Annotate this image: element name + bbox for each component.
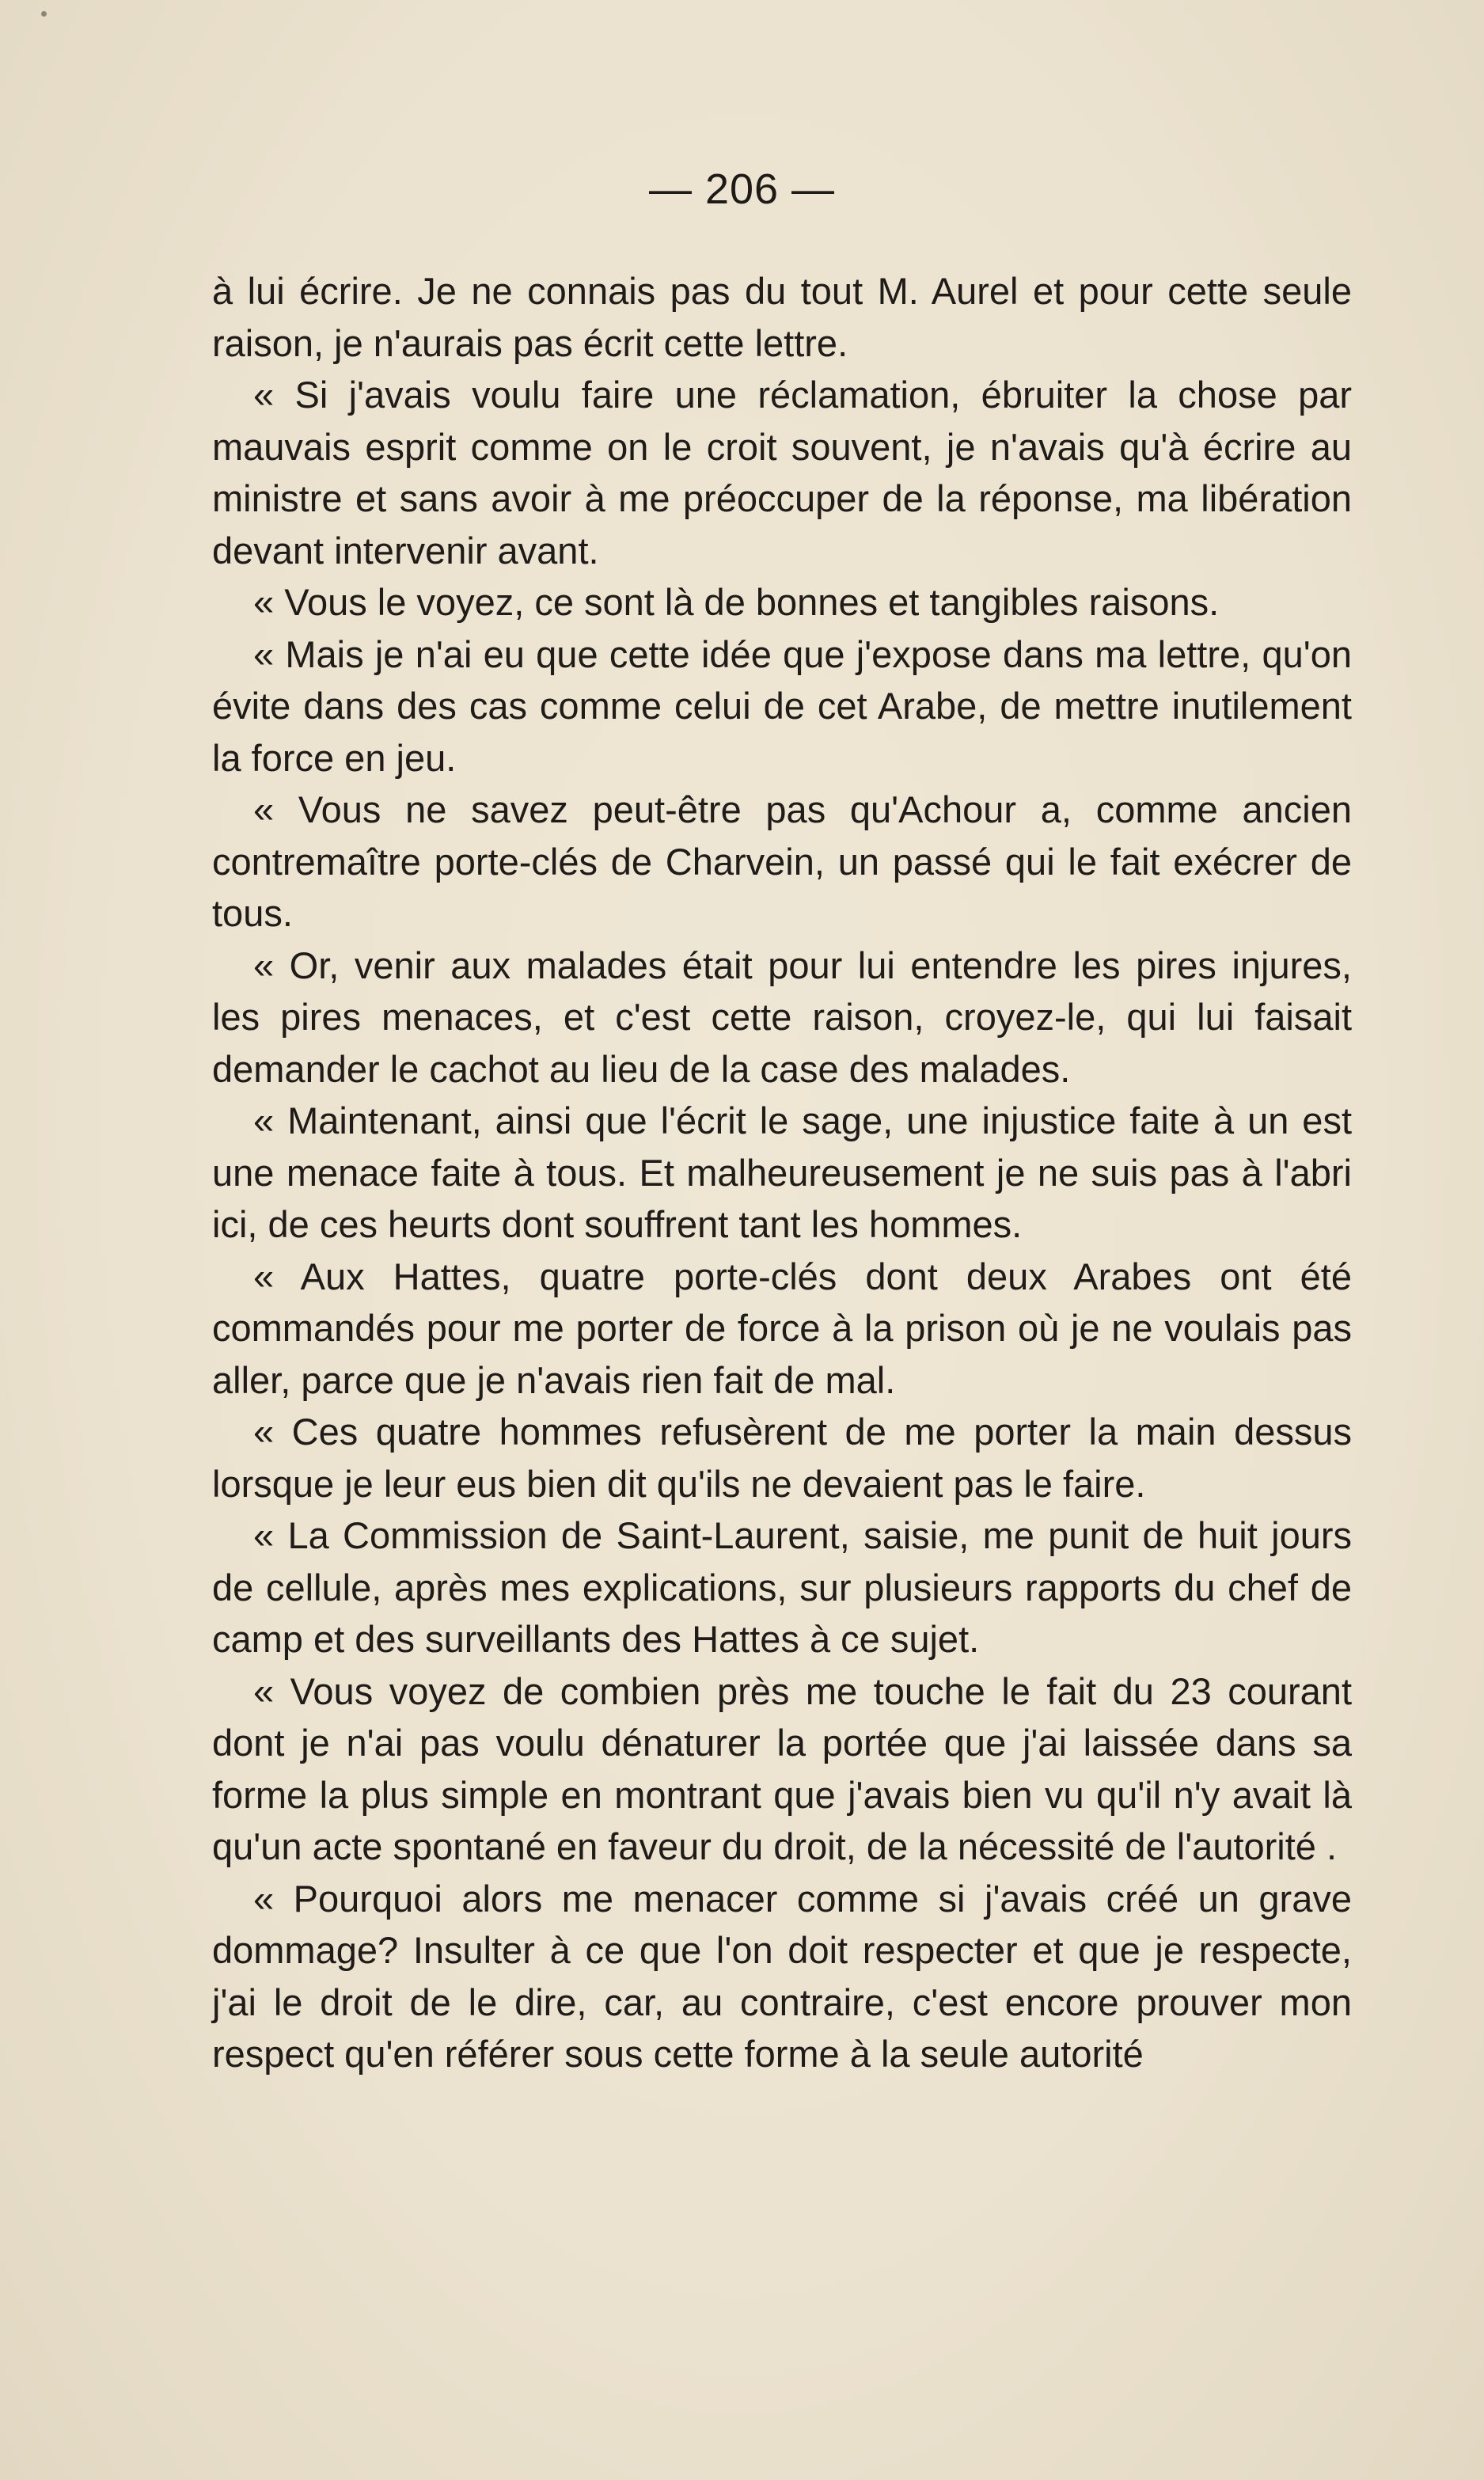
paragraph-8: « Aux Hattes, quatre porte-clés dont deux Arabes ont été commandés pour me porter de force à la prison où je ne voulais pas aller, parce que je n'avais rien fait de mal. (212, 1255, 1352, 1401)
page-number: — 206 — (648, 165, 836, 213)
paragraph-10: « La Commission de Saint-Laurent, saisie, me punit de huit jours de cellule, après mes explications, sur plusieurs rapports du chef de camp et des surveillants des Hattes à ce sujet. (212, 1514, 1352, 1660)
paragraph-11: « Vous voyez de combien près me touche le fait du 23 courant dont je n'ai pas voulu dénaturer la portée que j'ai laissée dans sa forme la plus simple en montrant que j'avais bien vu qu'il n'y avait là qu'un acte spontané en faveur du droit, de la nécessité de l'autorité . (212, 1669, 1352, 1867)
paragraph-1: à lui écrire. Je ne connais pas du tout M. Aurel et pour cette seule raison, je n'aurais pas écrit cette lettre. (212, 270, 1352, 364)
paragraph-9: « Ces quatre hommes refusèrent de me porter la main dessus lorsque je leur eus bien dit qu'ils ne devaient pas le faire. (212, 1411, 1352, 1505)
paragraph-4: « Mais je n'ai eu que cette idée que j'expose dans ma lettre, qu'on évite dans des cas comme celui de cet Arabe, de mettre inutilement la force en jeu. (212, 632, 1352, 779)
paragraph-3: « Vous le voyez, ce sont là de bonnes et tangibles raisons. (253, 581, 1220, 623)
paragraph-7: « Maintenant, ainsi que l'écrit le sage, une injustice faite à un est une menace faite à tous. Et malheureusement je ne suis pas à l'abri ici, de ces heurts dont souffrent tant les hommes. (212, 1099, 1352, 1245)
paragraph-2: « Si j'avais voulu faire une réclamation, ébruiter la chose par mauvais esprit comme on le croit souvent, je n'avais qu'à écrire au ministre et sans avoir à me préoccuper de la réponse, ma libération devant intervenir avant. (212, 374, 1352, 572)
paragraph-12: « Pourquoi alors me menacer comme si j'avais créé un grave dommage? Insulter à ce que l'on doit respecter et que je respecte, j'ai le droit de le dire, car, au contraire, c'est encore prouver mon respect qu'en référer sous cette forme à la seule autorité (212, 1877, 1352, 2075)
paragraph-5: « Vous ne savez peut-être pas qu'Achour a, comme ancien contremaître porte-clés de Charvein, un passé qui le fait exécrer de tous. (212, 788, 1352, 934)
paper-speck (41, 11, 47, 17)
body-text (212, 265, 1352, 2080)
paragraph-6: « Or, venir aux malades était pour lui entendre les pires injures, les pires menaces, et c'est cette raison, croyez-le, qui lui faisait demander le cachot au lieu de la case des malades. (212, 944, 1352, 1090)
